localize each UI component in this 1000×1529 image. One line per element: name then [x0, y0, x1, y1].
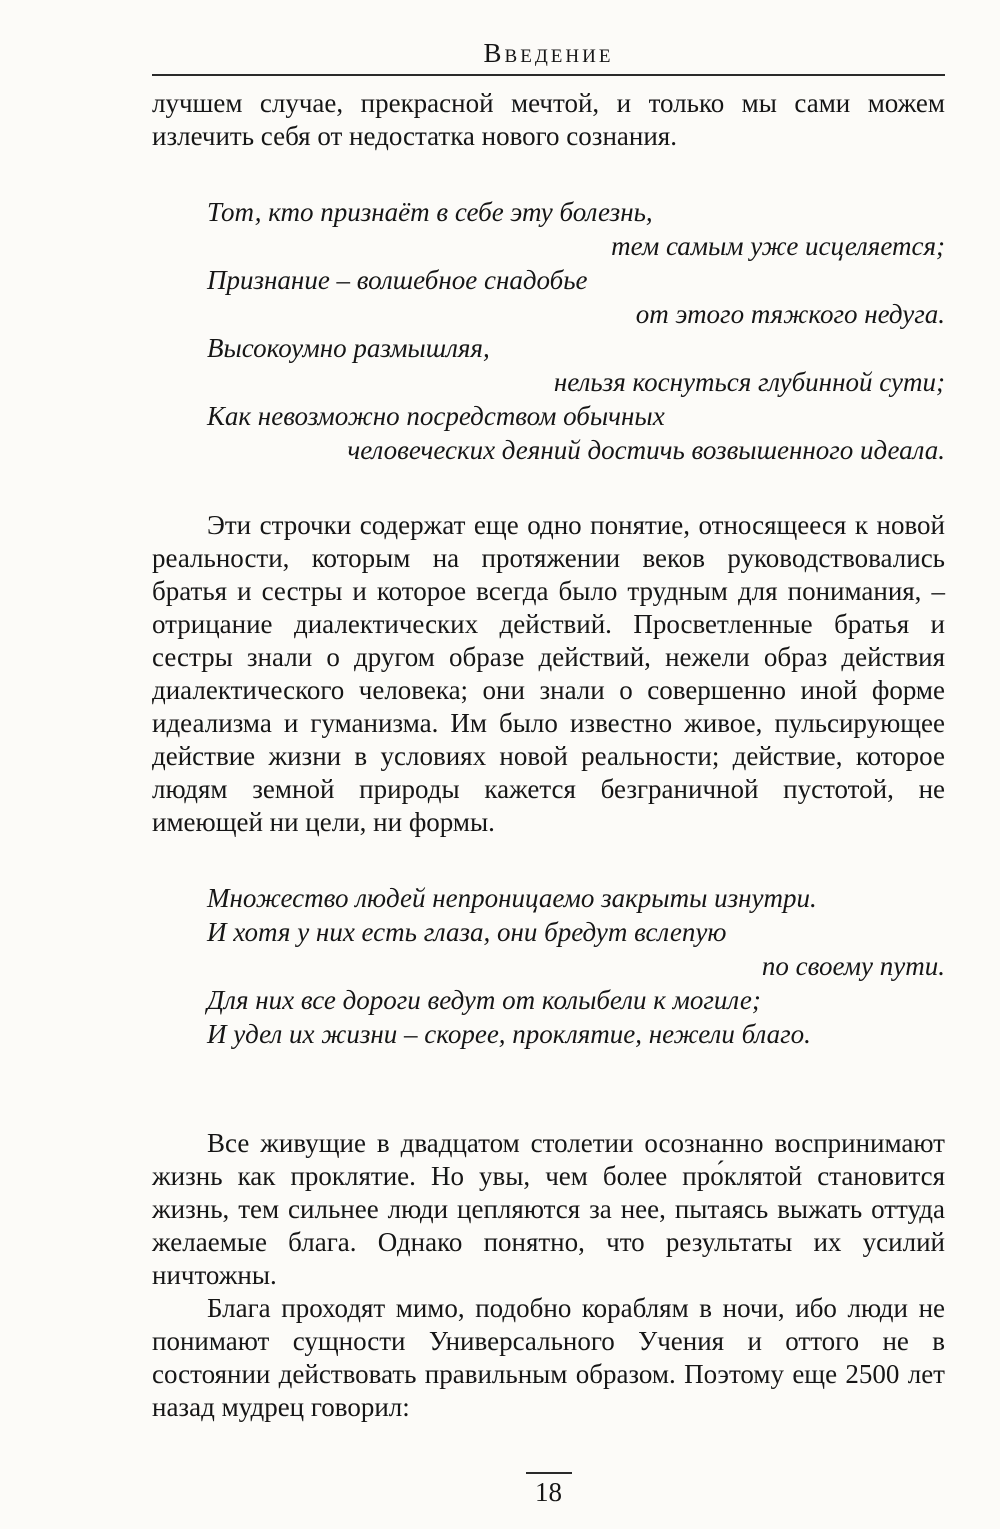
verse-line: тем самым уже исцеляется; — [611, 231, 945, 261]
paragraph-body: Все живущие в двадцатом столетии осознанно воспринимают жизнь как проклятие. Но увы, чем более про́клятой становится жизнь, тем сильнее люди цепляются за нее, пытаясь выжать оттуда желаемые блага. Однако понятно, что результаты их усилий ничтожны. — [152, 1128, 945, 1290]
verse-line: человеческих деяний достичь возвышенного идеала. — [347, 435, 945, 465]
verse-line: Множество людей непроницаемо закрыты изнутри. — [207, 883, 817, 913]
page-number: 18 — [535, 1477, 562, 1507]
page-header — [152, 38, 945, 76]
verse-line: от этого тяжкого недуга. — [635, 299, 945, 329]
header-rule — [152, 74, 945, 76]
page-footer — [152, 1472, 945, 1507]
paragraph-body: Блага проходят мимо, подобно кораблям в ночи, ибо люди не понимают сущности Универсального Учения и оттого не в состоянии действовать правильным образом. Поэтому еще 2500 лет назад мудрец говорил: — [152, 1293, 945, 1422]
verse-line: Высокоумно размышляя, — [207, 333, 490, 363]
paragraph-body: Эти строчки содержат еще одно понятие, относящееся к новой реальности, которым на протяжении веков руководствовались братья и сестры и которое всегда было трудным для понимания, – отрицание диалектических действий. Просветленные братья и сестры знали о другом образе действий, нежели образ действия диалектического человека; они знали о совершенно иной форме идеализма и гуманизма. Им было известно живое, пульсирующее действие жизни в условиях новой реальности; действие, которое людям земной природы кажется безграничной пустотой, не имеющей ни цели, ни формы. — [152, 510, 945, 837]
verse-line: нельзя коснуться глубинной сути; — [553, 367, 945, 397]
verse-block-2 — [207, 881, 945, 1051]
page-body — [152, 87, 945, 1424]
verse-line: Признание – волшебное снадобье — [207, 265, 588, 295]
verse-line: Тот, кто признаёт в себе эту болезнь, — [207, 197, 653, 227]
verse-block-1 — [207, 195, 945, 467]
page-number-rule — [526, 1472, 572, 1474]
verse-line: И хотя у них есть глаза, они бредут вслепую — [207, 917, 727, 947]
verse-line: по своему пути. — [761, 951, 945, 981]
verse-line: Для них все дороги ведут от колыбели к могиле; — [207, 985, 761, 1015]
running-header-title: Введение — [483, 38, 614, 68]
verse-line: И удел их жизни – скорее, проклятие, нежели благо. — [207, 1019, 811, 1049]
paragraph-continuation: лучшем случае, прекрасной мечтой, и только мы сами можем излечить себя от недостатка нового сознания. — [152, 88, 945, 151]
verse-line: Как невозможно посредством обычных — [207, 401, 665, 431]
